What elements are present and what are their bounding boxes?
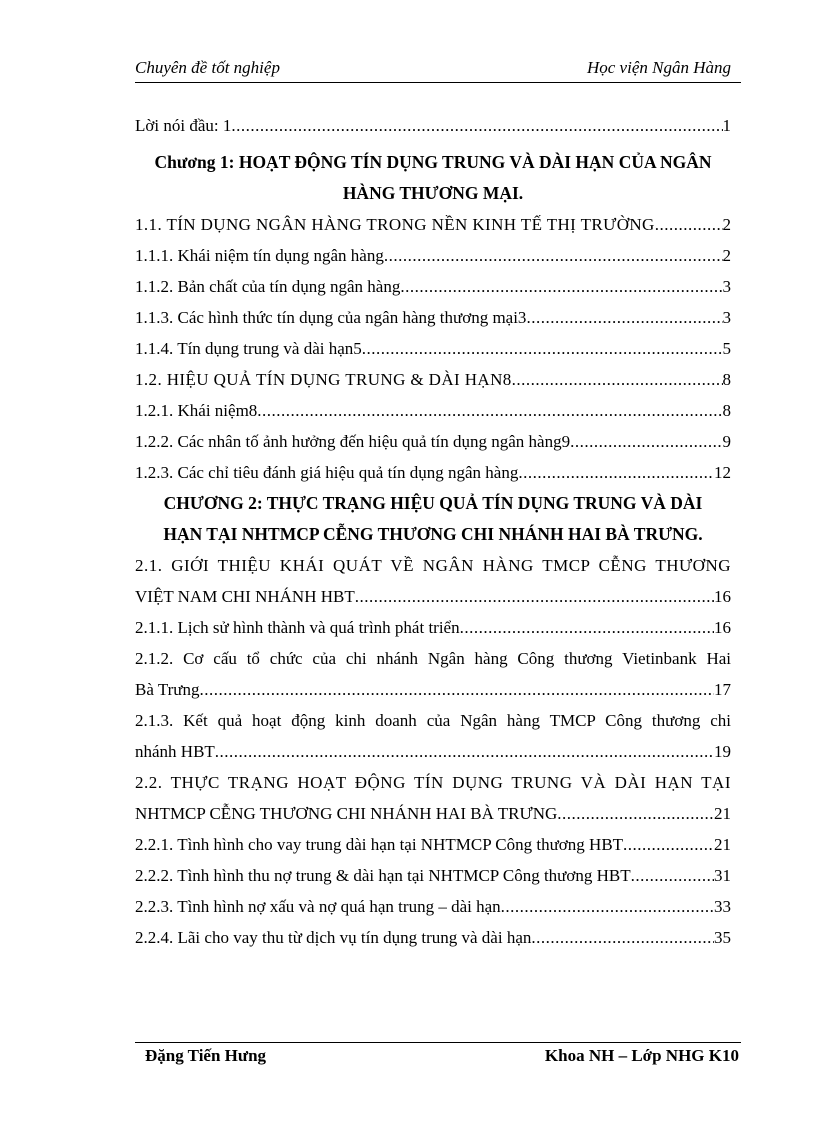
dot-leader xyxy=(631,860,714,891)
toc-entry-text-line-2: NHTMCP CỄNG THƯƠNG CHI NHÁNH HAI BÀ TRƯNG xyxy=(135,804,558,823)
toc-page-number: 21 xyxy=(714,804,731,823)
footer-class: Khoa NH – Lớp NHG K10 xyxy=(544,1046,739,1065)
toc-entry-2-1-1[interactable] xyxy=(135,612,731,643)
toc-entry-text: 1.1. TÍN DỤNG NGÂN HÀNG TRONG NỀN KINH TẾ THỊ TRƯỜNG xyxy=(135,215,655,234)
toc-entry-text: 2.1.1. Lịch sử hình thành và quá trình phát triển xyxy=(135,618,460,637)
toc-entry-2-1-3[interactable] xyxy=(135,705,731,767)
toc-page-number: 2 xyxy=(722,246,731,265)
toc-page-number: 16 xyxy=(714,618,731,637)
toc-entry-text: 1.2.3. Các chỉ tiêu đánh giá hiệu quả tín dụng ngân hàng xyxy=(135,463,519,482)
page-footer xyxy=(135,1042,741,1073)
footer-author: Đặng Tiến Hưng xyxy=(145,1046,267,1065)
toc-entry-text: 2.2.3. Tình hình nợ xấu và nợ quá hạn trung – dài hạn xyxy=(135,897,501,916)
dot-leader xyxy=(531,922,714,953)
dot-leader xyxy=(200,674,715,705)
toc-entry-text: 1.2.2. Các nhân tố ảnh hưởng đến hiệu quả tín dụng ngân hàng9 xyxy=(135,432,571,451)
header-document-type: Chuyên đề tốt nghiệp xyxy=(135,58,280,77)
toc-entry-1-1-1[interactable] xyxy=(135,240,731,271)
dot-leader xyxy=(557,798,714,829)
toc-entry-2-2-2[interactable] xyxy=(135,860,731,891)
toc-entry-2-1-2[interactable] xyxy=(135,643,731,705)
header-institution: Học viện Ngân Hàng xyxy=(586,58,731,77)
toc-entry-1-2-3[interactable] xyxy=(135,457,731,488)
toc-entry-text-line-1: 2.2. THỰC TRẠNG HOẠT ĐỘNG TÍN DỤNG TRUNG VÀ DÀI HẠN TẠI xyxy=(135,773,731,792)
toc-entry-text: 1.1.1. Khái niệm tín dụng ngân hàng xyxy=(135,246,384,265)
toc-page-number: 2 xyxy=(722,215,731,234)
toc-entry-1-1-4[interactable] xyxy=(135,333,731,364)
toc-page-number: 12 xyxy=(714,463,731,482)
dot-leader xyxy=(570,426,722,457)
dot-leader xyxy=(400,271,722,302)
chapter-1-line-1: Chương 1: HOẠT ĐỘNG TÍN DỤNG TRUNG VÀ DÀI HẠN CỦA NGÂN xyxy=(154,152,712,172)
chapter-2-heading[interactable] xyxy=(135,488,731,550)
toc-entry-text: 1.2.1. Khái niệm8 xyxy=(135,401,258,420)
toc-entry-1-1-3[interactable] xyxy=(135,302,731,333)
dot-leader xyxy=(623,829,714,860)
dot-leader xyxy=(655,209,723,240)
toc-page-number: 3 xyxy=(722,277,731,296)
toc-entry-2-2[interactable] xyxy=(135,767,731,829)
toc-entry-text: 1.1.3. Các hình thức tín dụng của ngân hàng thương mại3 xyxy=(135,308,527,327)
dot-leader xyxy=(355,581,714,612)
toc-entry-text: 1.2. HIỆU QUẢ TÍN DỤNG TRUNG & DÀI HẠN8 xyxy=(135,370,512,389)
toc-page-number: 3 xyxy=(722,308,731,327)
dot-leader xyxy=(215,736,714,767)
toc-entry-1-2-2[interactable] xyxy=(135,426,731,457)
dot-leader xyxy=(518,457,714,488)
dot-leader xyxy=(362,333,723,364)
toc-entry-1-2[interactable] xyxy=(135,364,731,395)
toc-entry-text-line-2: VIỆT NAM CHI NHÁNH HBT xyxy=(135,587,355,606)
dot-leader xyxy=(231,110,722,141)
toc-page-number: 17 xyxy=(714,680,731,699)
toc-entry-text-line-1: 2.1.2. Cơ cấu tổ chức của chi nhánh Ngân hàng Công thương Vietinbank Hai xyxy=(135,649,731,668)
dot-leader xyxy=(460,612,714,643)
toc-entry-2-2-4[interactable] xyxy=(135,922,731,953)
dot-leader xyxy=(526,302,722,333)
toc-page-number: 16 xyxy=(714,587,731,606)
toc-page-number: 8 xyxy=(722,401,731,420)
toc-entry-text: 2.2.4. Lãi cho vay thu từ dịch vụ tín dụng trung và dài hạn xyxy=(135,928,532,947)
toc-entry-text: 2.2.2. Tình hình thu nợ trung & dài hạn tại NHTMCP Công thương HBT xyxy=(135,866,631,885)
toc-entry-2-2-1[interactable] xyxy=(135,829,731,860)
toc-entry-1-1-2[interactable] xyxy=(135,271,731,302)
toc-entry-text: 1.1.2. Bản chất của tín dụng ngân hàng xyxy=(135,277,401,296)
toc-page-number: 5 xyxy=(722,339,731,358)
toc-entry-1-2-1[interactable] xyxy=(135,395,731,426)
toc-entry-2-1[interactable] xyxy=(135,550,731,612)
toc-entry-text-line-2: nhánh HBT xyxy=(135,742,215,761)
dot-leader xyxy=(384,240,723,271)
page-header xyxy=(135,56,741,83)
toc-page-number: 35 xyxy=(714,928,731,947)
toc-page-number: 9 xyxy=(722,432,731,451)
toc-page-number: 33 xyxy=(714,897,731,916)
chapter-1-heading[interactable] xyxy=(135,147,731,209)
toc-page-number: 21 xyxy=(714,835,731,854)
toc-entry-1-1[interactable] xyxy=(135,209,731,240)
toc-entry-text: 1.1.4. Tín dụng trung và dài hạn5 xyxy=(135,339,362,358)
chapter-2-line-1: CHƯƠNG 2: THỰC TRẠNG HIỆU QUẢ TÍN DỤNG TRUNG VÀ DÀI xyxy=(163,493,703,513)
toc-page-number: 31 xyxy=(714,866,731,885)
toc-entry-2-2-3[interactable] xyxy=(135,891,731,922)
chapter-2-line-2: HẠN TẠI NHTMCP CỄNG THƯƠNG CHI NHÁNH HAI BÀ TRƯNG. xyxy=(163,524,703,544)
toc-entry-text-line-1: 2.1. GIỚI THIỆU KHÁI QUÁT VỀ NGÂN HÀNG TMCP CỄNG THƯƠNG xyxy=(135,556,731,575)
toc-entry-preface[interactable] xyxy=(135,110,731,141)
toc-page-number: 19 xyxy=(714,742,731,761)
dot-leader xyxy=(512,364,723,395)
toc-page-number: 8 xyxy=(722,370,731,389)
table-of-contents xyxy=(135,110,731,953)
dot-leader xyxy=(501,891,714,922)
dot-leader xyxy=(257,395,722,426)
chapter-1-line-2: HÀNG THƯƠNG MẠI. xyxy=(342,183,524,203)
toc-entry-text: Lời nói đầu: 1 xyxy=(135,116,232,135)
toc-page-number: 1 xyxy=(722,116,731,135)
toc-entry-text-line-1: 2.1.3. Kết quả hoạt động kinh doanh của Ngân hàng TMCP Công thương chi xyxy=(135,711,731,730)
toc-entry-text-line-2: Bà Trưng xyxy=(135,680,200,699)
toc-entry-text: 2.2.1. Tình hình cho vay trung dài hạn tại NHTMCP Công thương HBT xyxy=(135,835,624,854)
